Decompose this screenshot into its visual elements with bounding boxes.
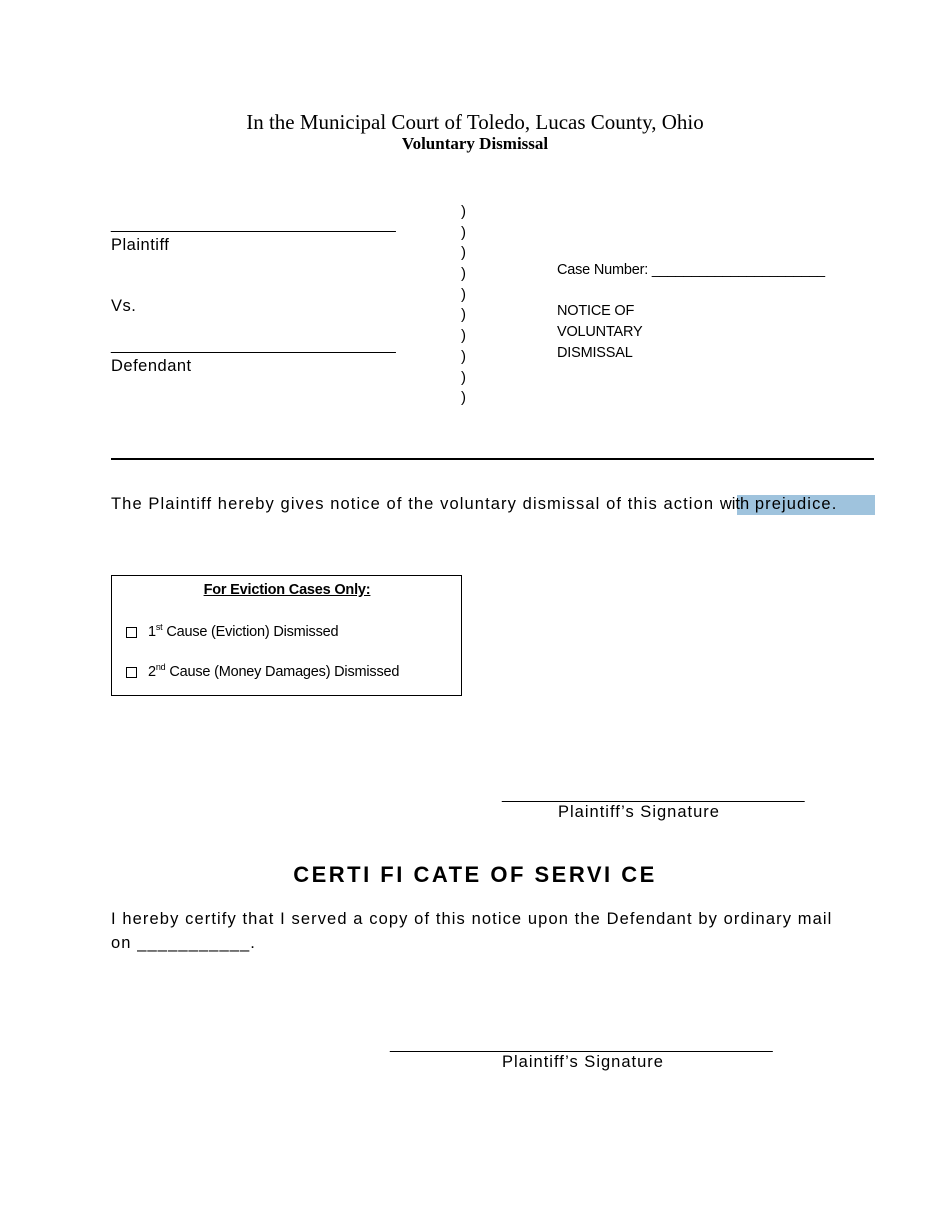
defendant-name-blank[interactable]: ________________________________ xyxy=(111,337,396,354)
defendant-label: Defendant xyxy=(111,357,192,375)
court-title: In the Municipal Court of Toledo, Lucas County, Ohio xyxy=(246,110,704,134)
caption-parens xyxy=(461,202,473,409)
first-cause-ordinal: st xyxy=(155,622,163,632)
eviction-box-heading: For Eviction Cases Only: xyxy=(203,582,371,598)
paren: ) xyxy=(461,244,466,262)
paren: ) xyxy=(461,203,466,220)
document-title: Voluntary Dismissal xyxy=(401,134,549,153)
certificate-signature-label: Plaintiff’s Signature xyxy=(502,1053,664,1071)
paren: ) xyxy=(461,389,466,407)
certificate-text: I hereby certify that I served a copy of this notice upon the Defendant by ordinary mail on ___________. xyxy=(111,910,833,952)
dismissal-text-after: prejudice. xyxy=(749,495,838,513)
plaintiff-label: Plaintiff xyxy=(111,236,170,254)
notice-line-1: NOTICE OF xyxy=(557,303,635,319)
second-cause-number: 2 xyxy=(148,664,156,680)
second-cause-label xyxy=(148,664,399,680)
plaintiff-name-blank[interactable]: ________________________________ xyxy=(111,216,396,233)
first-cause-label xyxy=(148,624,338,640)
plaintiff-signature-line[interactable]: __________________________________ xyxy=(502,786,805,803)
paren: ) xyxy=(461,306,466,324)
paren: ) xyxy=(461,368,466,386)
versus-label: Vs. xyxy=(111,297,137,315)
paren: ) xyxy=(461,285,466,303)
paren: ) xyxy=(461,223,466,241)
section-divider xyxy=(111,458,874,460)
case-number-field[interactable]: Case Number: ______________________ xyxy=(557,262,825,278)
paren: ) xyxy=(461,347,466,365)
certificate-heading: CERTI FI CATE OF SERVI CE xyxy=(293,862,657,887)
paren: ) xyxy=(461,327,466,345)
plaintiff-signature-label: Plaintiff’s Signature xyxy=(558,803,720,821)
second-cause-ordinal: nd xyxy=(155,662,166,672)
first-cause-checkbox[interactable] xyxy=(126,627,137,638)
certificate-signature-line[interactable]: ___________________________________________ xyxy=(390,1036,773,1053)
first-cause-text: Cause (Eviction) Dismissed xyxy=(162,624,339,640)
notice-title xyxy=(557,301,643,364)
second-cause-checkbox[interactable] xyxy=(126,667,137,678)
notice-line-2: VOLUNTARY xyxy=(557,324,643,340)
second-cause-text: Cause (Money Damages) Dismissed xyxy=(165,664,400,680)
notice-line-3: DISMISSAL xyxy=(557,345,633,361)
dismissal-text-before: The Plaintiff hereby gives notice of the voluntary dismissal of this action xyxy=(111,495,720,513)
prejudice-dropdown-value[interactable]: with xyxy=(719,495,750,513)
dismissal-statement xyxy=(111,494,876,515)
paren: ) xyxy=(461,265,466,283)
first-cause-number: 1 xyxy=(148,624,156,640)
